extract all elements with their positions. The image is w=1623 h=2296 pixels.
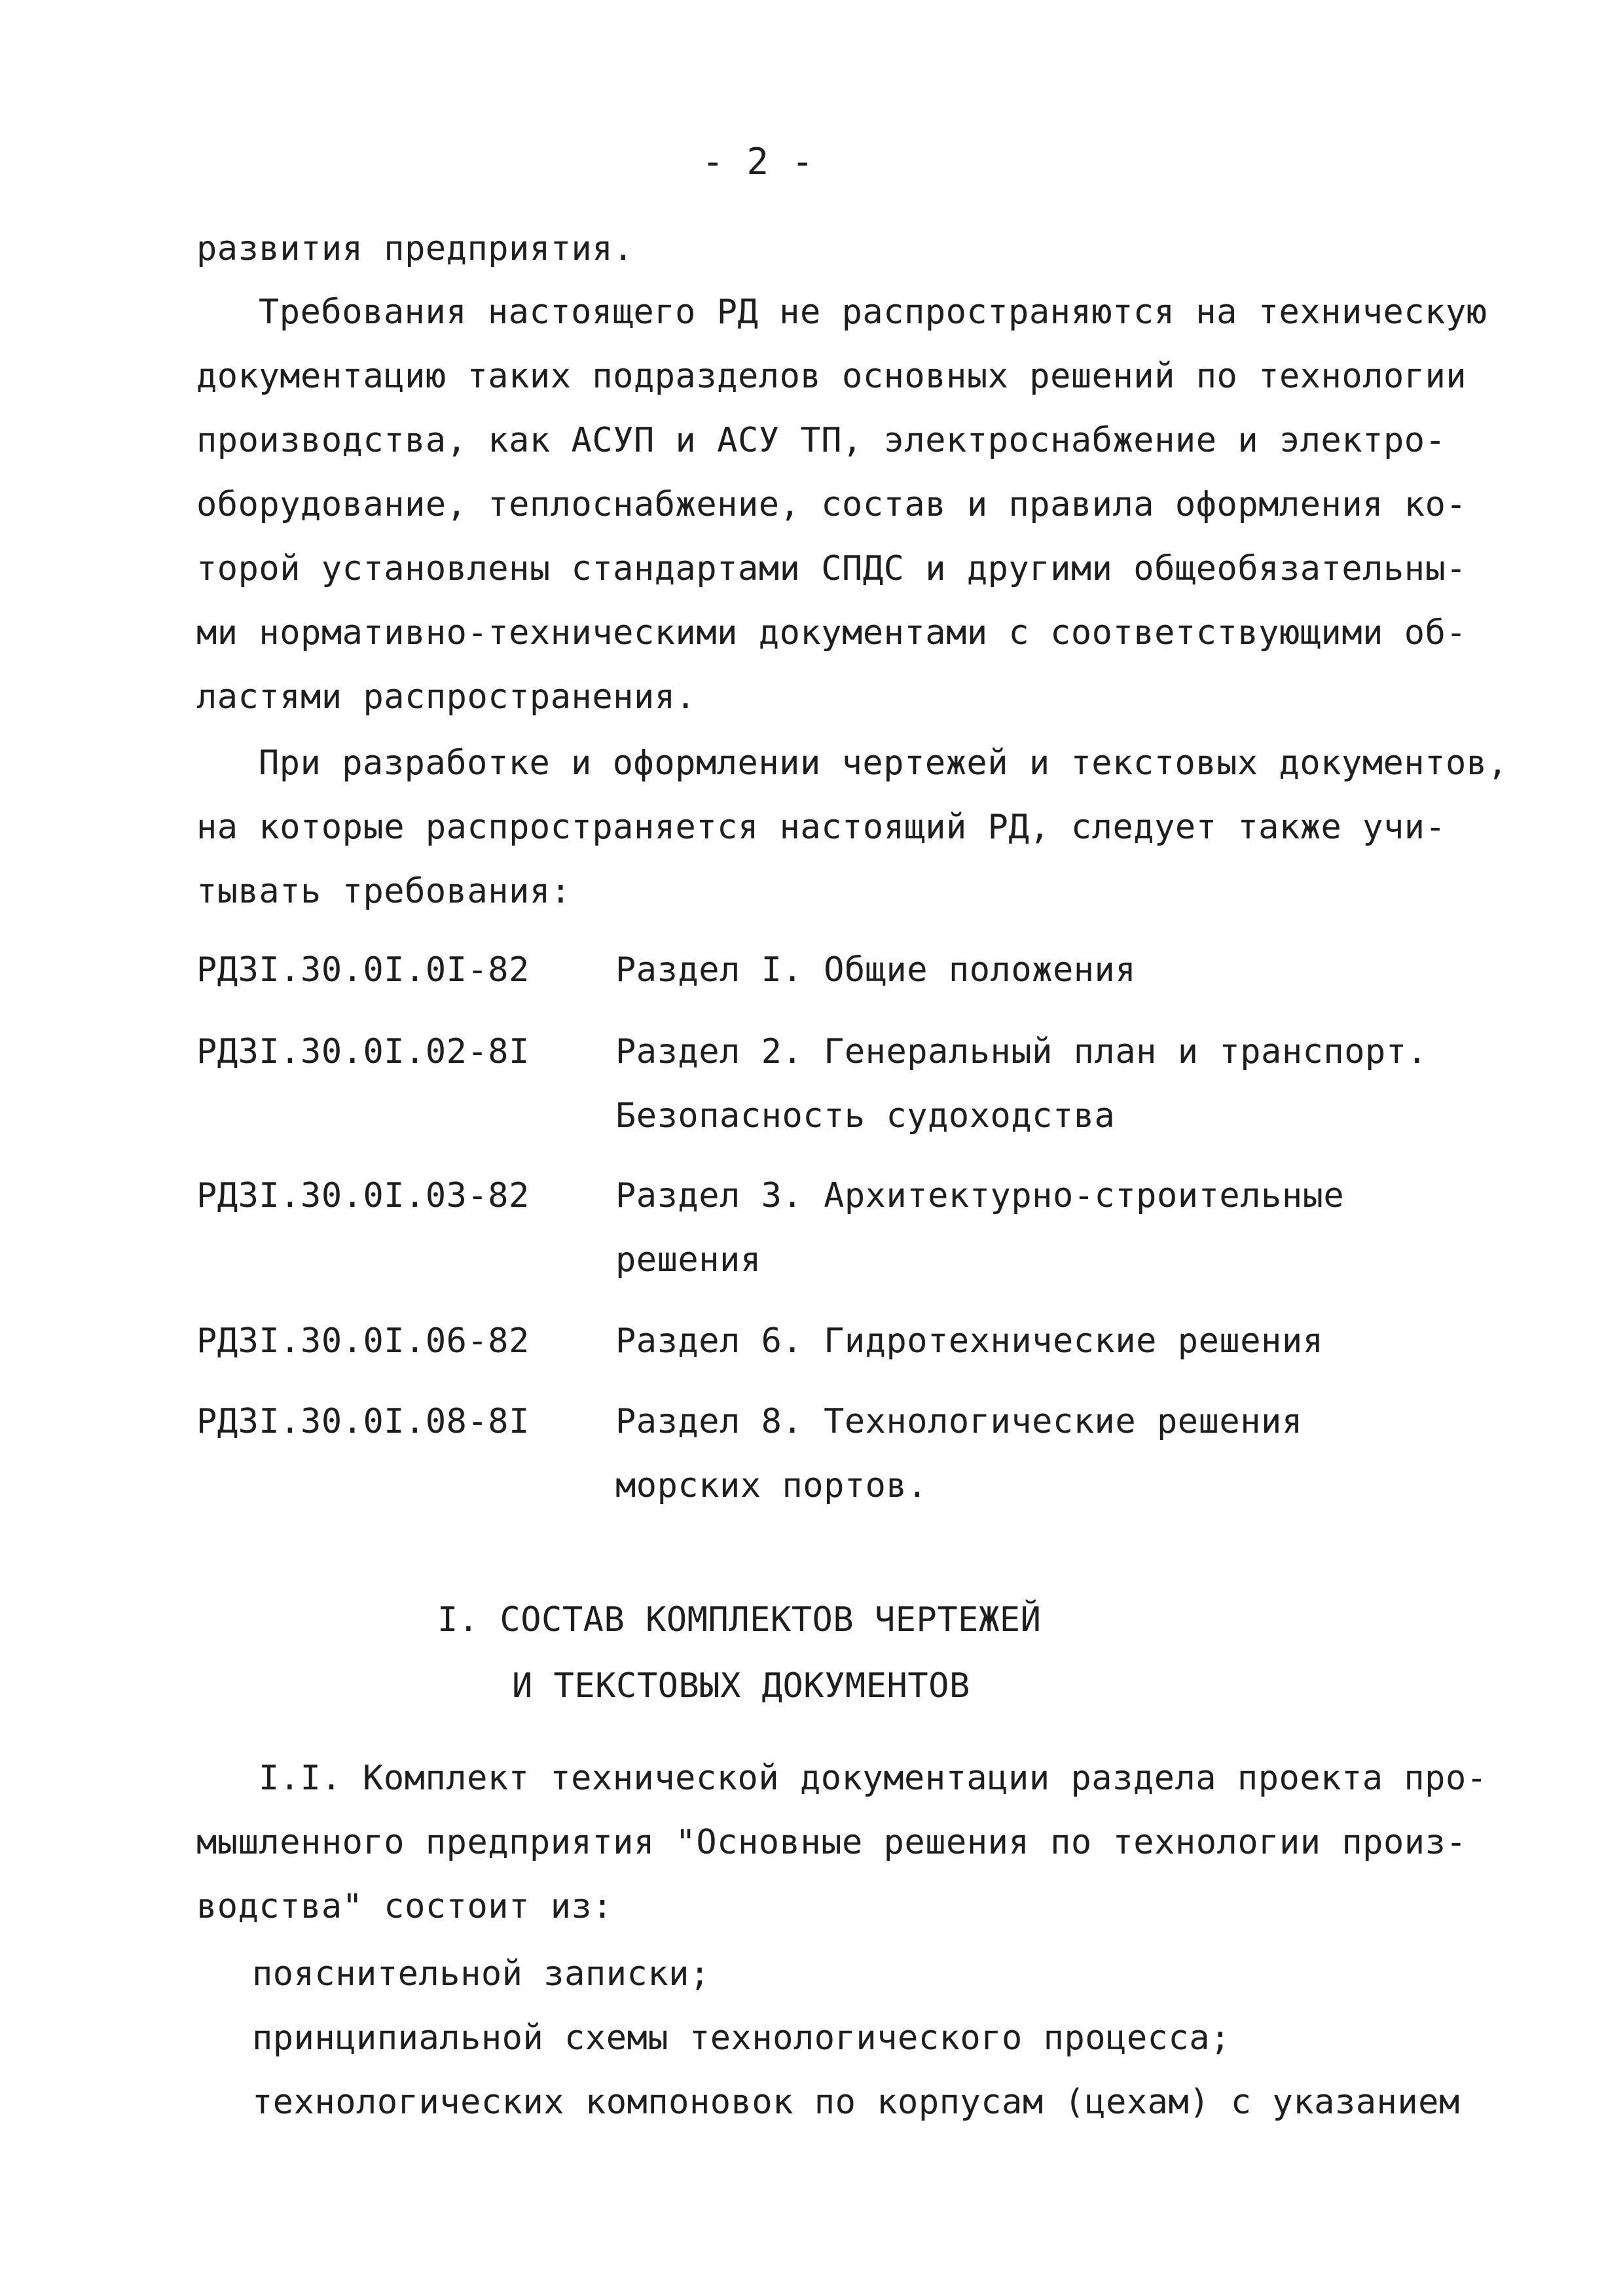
reference-title: Раздел 2. Генеральный план и транспорт.: [615, 1032, 1428, 1071]
page-number: - 2 -: [702, 141, 814, 183]
paragraph-line: на которые распространяется настоящий РД, следует также учи-: [196, 808, 1446, 847]
reference-title: Безопасность судоходства: [615, 1096, 1116, 1136]
reference-title: Раздел I. Общие положения: [615, 950, 1137, 990]
paragraph-line: оборудование, теплоснабжение, состав и правила оформления ко-: [196, 485, 1467, 524]
paragraph-line: мышленного предприятия "Основные решения по технологии произ-: [196, 1823, 1467, 1862]
reference-title: Раздел 8. Технологические решения: [615, 1402, 1303, 1441]
paragraph-line: При разработке и оформлении чертежей и текстовых документов,: [259, 744, 1508, 783]
paragraph-line: тывать требования:: [196, 872, 572, 911]
section-heading-line: I. СОСТАВ КОМПЛЕКТОВ ЧЕРТЕЖЕЙ: [437, 1600, 1042, 1640]
reference-code: РДЗI.30.0I.03-82: [196, 1176, 530, 1215]
paragraph-line: документацию таких подразделов основных решений по технологии: [196, 357, 1467, 396]
paragraph-line: Требования настоящего РД не распространяются на техническую: [259, 293, 1487, 332]
reference-title: решения: [615, 1240, 761, 1280]
paragraph-line: производства, как АСУП и АСУ ТП, электроснабжение и электро-: [196, 421, 1446, 460]
list-item: технологических компоновок по корпусам (цехам) с указанием: [252, 2083, 1460, 2122]
list-item: пояснительной записки;: [252, 1954, 710, 1994]
paragraph-line: I.I. Комплект технической документации раздела проекта про-: [259, 1759, 1487, 1798]
reference-code: РДЗI.30.0I.0I-82: [196, 950, 530, 990]
reference-title: Раздел 3. Архитектурно-строительные: [615, 1176, 1345, 1215]
reference-code: РДЗI.30.0I.06-82: [196, 1321, 530, 1361]
paragraph-line: ми нормативно-техническими документами с соответствующими об-: [196, 613, 1467, 653]
reference-title: Раздел 6. Гидротехнические решения: [615, 1321, 1324, 1361]
reference-title: морских портов.: [615, 1466, 928, 1505]
list-item: принципиальной схемы технологического процесса;: [252, 2018, 1231, 2058]
section-heading-line: И ТЕКСТОВЫХ ДОКУМЕНТОВ: [512, 1666, 970, 1706]
paragraph-line: ластями распространения.: [196, 677, 697, 717]
intro-line: развития предприятия.: [196, 229, 634, 268]
paragraph-line: торой установлены стандартами СПДС и другими общеобязательны-: [196, 549, 1467, 588]
reference-code: РДЗI.30.0I.02-8I: [196, 1032, 530, 1071]
paragraph-line: водства" состоит из:: [196, 1887, 613, 1926]
reference-code: РДЗI.30.0I.08-8I: [196, 1402, 530, 1441]
